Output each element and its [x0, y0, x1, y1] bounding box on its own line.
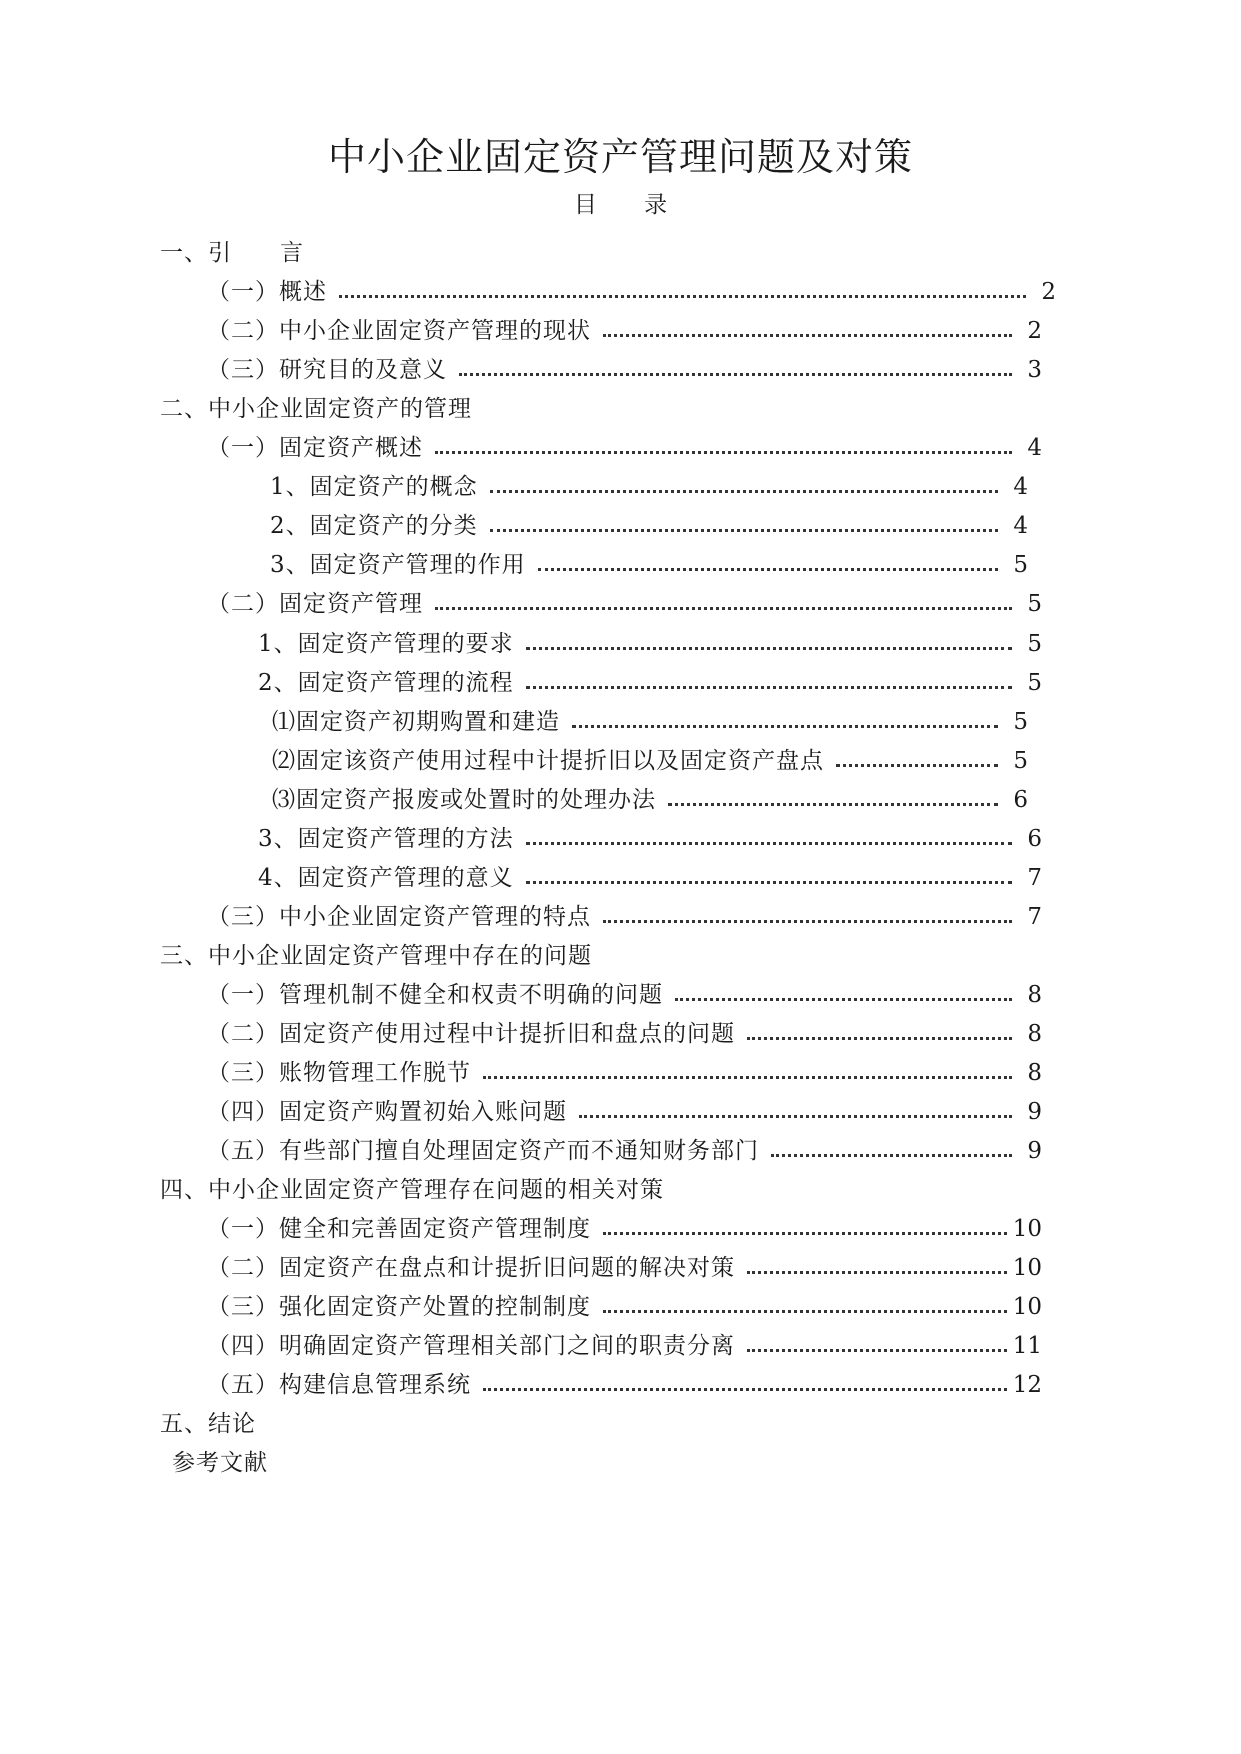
toc-page-number: 4	[1027, 435, 1042, 461]
toc-entry[interactable]	[207, 1017, 1042, 1049]
toc-entry[interactable]	[207, 314, 1042, 346]
toc-page-number: 2	[1041, 279, 1056, 305]
toc-entry-label: ⑴固定资产初期购置和建造	[272, 709, 560, 735]
toc-page-number: 8	[1027, 1021, 1042, 1047]
toc-page-number: 9	[1027, 1099, 1042, 1125]
toc-heading: 目 录	[573, 192, 688, 218]
toc-entry-label: （三）研究目的及意义	[207, 357, 447, 383]
dot-leader	[771, 1154, 1012, 1157]
dot-leader	[490, 529, 998, 532]
toc-page-number: 5	[1013, 552, 1028, 578]
toc-entry-label: 3、固定资产管理的方法	[258, 826, 514, 852]
dot-leader	[747, 1037, 1012, 1040]
dot-leader	[483, 1076, 1012, 1079]
toc-entry[interactable]	[270, 548, 1028, 580]
toc-entry-label: （五）有些部门擅自处理固定资产而不通知财务部门	[207, 1138, 759, 1164]
toc-page-number: 6	[1013, 787, 1028, 813]
toc-page-number: 5	[1013, 709, 1028, 735]
dot-leader	[435, 451, 1012, 454]
toc-entry-label: （三）强化固定资产处置的控制制度	[207, 1294, 591, 1320]
toc-entry-label: （二）固定资产在盘点和计提折旧问题的解决对策	[207, 1255, 735, 1281]
toc-entry[interactable]	[270, 509, 1028, 541]
dot-leader	[435, 607, 1012, 610]
toc-entry-label: （五）构建信息管理系统	[207, 1372, 471, 1398]
toc-entry[interactable]	[207, 431, 1042, 463]
toc-entry-label: 一、引 言	[160, 240, 304, 266]
toc-entry[interactable]	[258, 666, 1042, 698]
toc-entry[interactable]	[272, 744, 1028, 776]
toc-page-number: 11	[1012, 1333, 1042, 1359]
toc-entry-chapter-2[interactable]	[160, 392, 472, 424]
dot-leader	[603, 1232, 1007, 1235]
toc-entry[interactable]	[258, 627, 1042, 659]
toc-entry[interactable]	[207, 275, 1056, 307]
toc-entry-label: （四）固定资产购置初始入账问题	[207, 1099, 567, 1125]
toc-page-number: 5	[1027, 631, 1042, 657]
toc-entry[interactable]	[258, 861, 1042, 893]
toc-page-number: 8	[1027, 1060, 1042, 1086]
dot-leader	[603, 334, 1012, 337]
toc-entry-label: 2、固定资产的分类	[270, 513, 478, 539]
toc-entry-label: 1、固定资产的概念	[270, 474, 478, 500]
dot-leader	[603, 1310, 1007, 1313]
toc-entry[interactable]	[207, 1212, 1042, 1244]
toc-page-number: 10	[1012, 1255, 1042, 1281]
dot-leader	[747, 1271, 1007, 1274]
toc-entry[interactable]	[207, 1368, 1042, 1400]
dot-leader	[526, 647, 1012, 650]
toc-entry-label: 五、结论	[160, 1411, 256, 1437]
toc-entry[interactable]	[207, 1056, 1042, 1088]
dot-leader	[526, 881, 1012, 884]
toc-entry-label: 四、中小企业固定资产管理存在问题的相关对策	[160, 1177, 664, 1203]
toc-entry-label: 三、中小企业固定资产管理中存在的问题	[160, 943, 592, 969]
toc-page-number: 7	[1027, 865, 1042, 891]
toc-entry[interactable]	[207, 1251, 1042, 1283]
toc-entry-label: （一）管理机制不健全和权责不明确的问题	[207, 982, 663, 1008]
toc-entry[interactable]	[207, 978, 1042, 1010]
toc-page-number: 10	[1012, 1216, 1042, 1242]
toc-page-number: 8	[1027, 982, 1042, 1008]
toc-entry-label: 二、中小企业固定资产的管理	[160, 396, 472, 422]
toc-entry-chapter-1[interactable]	[160, 236, 304, 268]
toc-entry-label: 参考文献	[172, 1450, 268, 1476]
toc-entry[interactable]	[207, 353, 1042, 385]
toc-entry-label: ⑶固定资产报废或处置时的处理办法	[272, 787, 656, 813]
dot-leader	[675, 998, 1012, 1001]
toc-entry-label: 4、固定资产管理的意义	[258, 865, 514, 891]
toc-page-number: 6	[1027, 826, 1042, 852]
toc-entry-label: （一）概述	[207, 279, 327, 305]
toc-page-number: 10	[1012, 1294, 1042, 1320]
toc-entry-label: 3、固定资产管理的作用	[270, 552, 526, 578]
toc-entry-chapter-4[interactable]	[160, 1173, 664, 1205]
toc-entry-label: （四）明确固定资产管理相关部门之间的职责分离	[207, 1333, 735, 1359]
toc-entry[interactable]	[258, 822, 1042, 854]
dot-leader	[747, 1349, 1007, 1352]
dot-leader	[459, 373, 1012, 376]
toc-entry[interactable]	[272, 705, 1028, 737]
toc-page-number: 7	[1027, 904, 1042, 930]
toc-page-number: 2	[1027, 318, 1042, 344]
toc-page-number: 9	[1027, 1138, 1042, 1164]
toc-entry-label: （一）固定资产概述	[207, 435, 423, 461]
dot-leader	[339, 295, 1026, 298]
dot-leader	[668, 803, 998, 806]
toc-entry-label: （二）固定资产管理	[207, 591, 423, 617]
toc-entry-references[interactable]	[172, 1446, 268, 1478]
toc-entry-label: （二）中小企业固定资产管理的现状	[207, 318, 591, 344]
toc-page-number: 5	[1027, 670, 1042, 696]
dot-leader	[526, 842, 1012, 845]
toc-entry[interactable]	[270, 470, 1028, 502]
dot-leader	[483, 1388, 1007, 1391]
dot-leader	[603, 920, 1012, 923]
toc-page-number: 5	[1027, 591, 1042, 617]
dot-leader	[538, 568, 998, 571]
toc-entry[interactable]	[207, 1290, 1042, 1322]
toc-entry[interactable]	[207, 1329, 1042, 1361]
dot-leader	[572, 725, 998, 728]
toc-page-number: 5	[1013, 748, 1028, 774]
toc-page-number: 3	[1027, 357, 1042, 383]
toc-entry[interactable]	[272, 783, 1028, 815]
toc-page-number: 4	[1013, 474, 1028, 500]
toc-entry[interactable]	[207, 587, 1042, 619]
dot-leader	[526, 686, 1012, 689]
toc-entry-label: （三）中小企业固定资产管理的特点	[207, 904, 591, 930]
toc-page-number: 12	[1012, 1372, 1042, 1398]
toc-entry-label: （二）固定资产使用过程中计提折旧和盘点的问题	[207, 1021, 735, 1047]
toc-entry[interactable]	[207, 1095, 1042, 1127]
dot-leader	[579, 1115, 1012, 1118]
toc-entry-label: （一）健全和完善固定资产管理制度	[207, 1216, 591, 1242]
toc-entry[interactable]	[207, 900, 1042, 932]
toc-entry-chapter-5[interactable]	[160, 1407, 256, 1439]
toc-entry-label: （三）账物管理工作脱节	[207, 1060, 471, 1086]
dot-leader	[490, 490, 998, 493]
page-title: 中小企业固定资产管理问题及对策	[327, 135, 913, 179]
toc-entry-chapter-3[interactable]	[160, 939, 592, 971]
dot-leader	[836, 764, 998, 767]
toc-page-number: 4	[1013, 513, 1028, 539]
toc-entry-label: 1、固定资产管理的要求	[258, 631, 514, 657]
toc-entry-label: ⑵固定该资产使用过程中计提折旧以及固定资产盘点	[272, 748, 824, 774]
toc-entry[interactable]	[207, 1134, 1042, 1166]
toc-entry-label: 2、固定资产管理的流程	[258, 670, 514, 696]
